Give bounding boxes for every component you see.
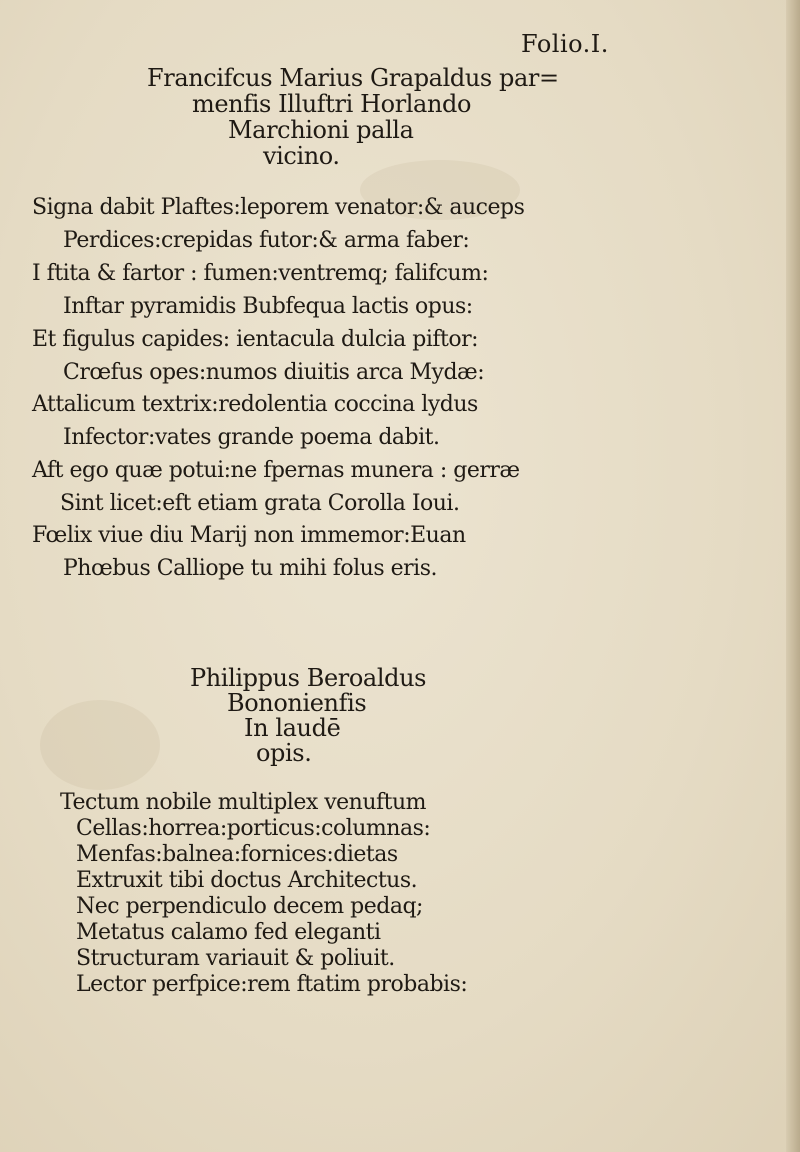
verse-line: Aft ego quæ potui:ne fpernas munera : gerræ <box>32 458 520 483</box>
verse-line: Signa dabit Plaftes:leporem venator:& auceps <box>32 195 525 220</box>
heading-line: vicino. <box>263 142 340 170</box>
verse-line: Nec perpendiculo decem pedaq; <box>76 894 423 919</box>
folio-number: Folio.I. <box>521 30 609 58</box>
page-edge <box>786 0 800 1152</box>
verse-line: Perdices:crepidas futor:& arma faber: <box>63 228 470 253</box>
heading-line: In laudē <box>244 714 341 742</box>
verse-line: Sint licet:eft etiam grata Corolla Ioui. <box>60 491 460 516</box>
verse-line: Crœfus opes:numos diuitis arca Mydæ: <box>63 360 485 385</box>
verse-line: Infector:vates grande poema dabit. <box>63 425 440 450</box>
heading-line: opis. <box>256 739 312 767</box>
verse-line: Structuram variauit & poliuit. <box>76 946 395 971</box>
heading-line: Francifcus Marius Grapaldus par= <box>147 64 559 92</box>
verse-line: I ftita & fartor : fumen:ventremq; falifcum: <box>32 261 489 286</box>
paper-stain <box>40 700 160 790</box>
heading-line: menfis Illuftri Horlando <box>192 90 472 118</box>
verse-line: Attalicum textrix:redolentia coccina lydus <box>32 392 478 417</box>
verse-line: Inftar pyramidis Bubfequa lactis opus: <box>63 294 473 319</box>
verse-line: Phœbus Calliope tu mihi folus eris. <box>63 556 437 581</box>
verse-line: Metatus calamo fed eleganti <box>76 920 381 945</box>
verse-line: Cellas:horrea:porticus:columnas: <box>76 816 431 841</box>
verse-line: Extruxit tibi doctus Architectus. <box>76 868 418 893</box>
verse-line: Lector perfpice:rem ftatim probabis: <box>76 972 468 997</box>
heading-line: Bononienfis <box>227 689 367 717</box>
heading-line: Philippus Beroaldus <box>190 664 427 692</box>
heading-line: Marchioni palla <box>228 116 414 144</box>
verse-line: Et figulus capides: ientacula dulcia piftor: <box>32 327 479 352</box>
verse-line: Menfas:balnea:fornices:dietas <box>76 842 398 867</box>
verse-line: Fœlix viue diu Marij non immemor:Euan <box>32 523 466 548</box>
verse-line: Tectum nobile multiplex venuftum <box>60 790 427 815</box>
